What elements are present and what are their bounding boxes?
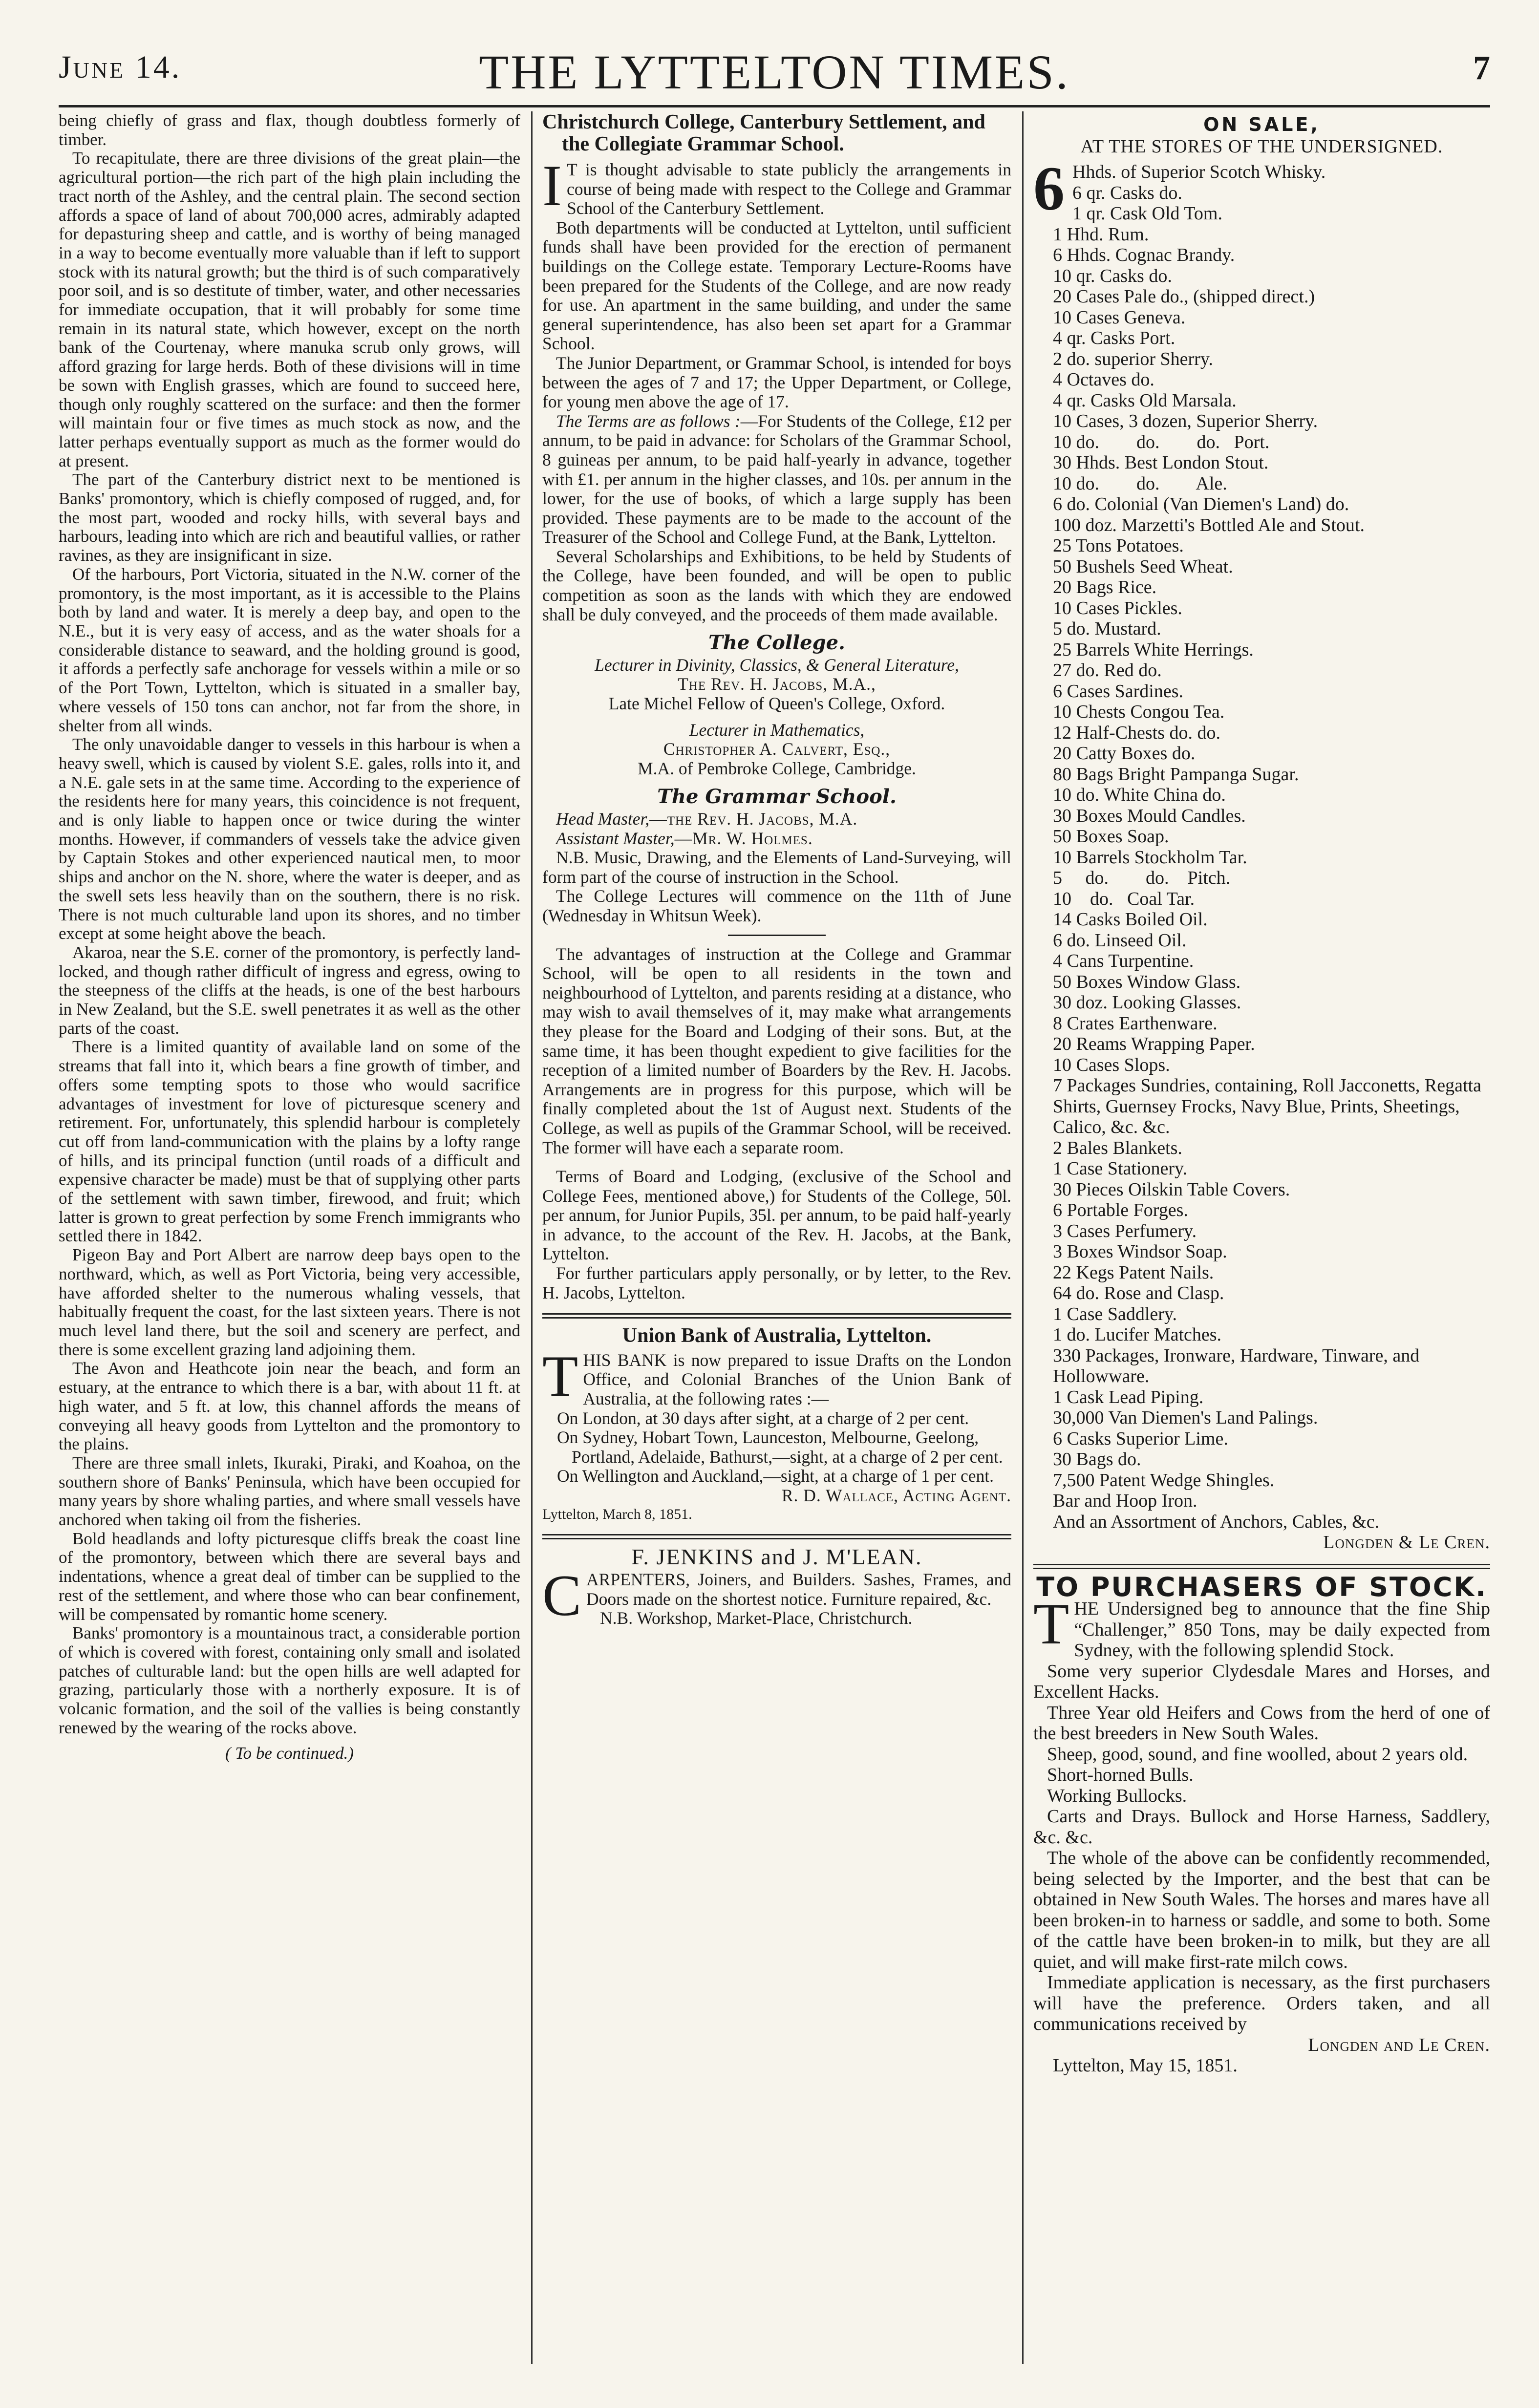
masthead-rule bbox=[59, 105, 1490, 107]
sale-item: 10 Cases Slops. bbox=[1053, 1054, 1170, 1075]
lecturer2-name: Christopher A. Calvert, Esq., bbox=[663, 739, 891, 759]
sale-item: 3 Boxes Windsor Soap. bbox=[1053, 1241, 1227, 1262]
bank-heading: Union Bank of Australia, Lyttelton. bbox=[622, 1324, 932, 1347]
lecturer1-note: Late Michel Fellow of Queen's College, Oxford. bbox=[608, 694, 945, 714]
sale-item: 6 do. Linseed Oil. bbox=[1053, 930, 1187, 951]
sale-item: 1 qr. Cask Old Tom. bbox=[1072, 203, 1222, 224]
article-paragraph: Akaroa, near the S.E. corner of the promontory, is perfectly land-locked, and though rather difficult of ingress and egress, owing to the steepness of the cliffs at the heads, is one of the best harbours in New Zealand, but the S.E. swell penetrates it as well as the other parts of the coast. bbox=[59, 942, 520, 1038]
sale-item: 30 Pieces Oilskin Table Covers. bbox=[1053, 1179, 1290, 1200]
sale-item: 4 qr. Casks Old Marsala. bbox=[1053, 390, 1237, 411]
sale-item: 10 Chests Congou Tea. bbox=[1053, 702, 1225, 722]
sale-item: 10 qr. Casks do. bbox=[1053, 265, 1172, 286]
column-rule-2 bbox=[1022, 111, 1024, 2364]
college-notice bbox=[542, 111, 1011, 1302]
lecturer2-role: Lecturer in Mathematics, bbox=[689, 720, 865, 740]
stock-paragraph: Immediate application is necessary, as the first purchasers will have the preference. Orders taken, and all communications received by bbox=[1033, 1972, 1490, 2034]
sale-item: 100 doz. Marzetti's Bottled Ale and Stout. bbox=[1053, 514, 1365, 535]
bank-dropcap: T bbox=[542, 1343, 578, 1408]
sale-item: 20 Reams Wrapping Paper. bbox=[1053, 1034, 1255, 1054]
sale-item-list-3 bbox=[1033, 1387, 1490, 1533]
bank-rate: On Sydney, Hobart Town, Launceston, Melbourne, Geelong, Portland, Adelaide, Bathurst,—sight, at a charge of 2 per cent. bbox=[557, 1428, 1003, 1467]
stock-title: TO PURCHASERS OF STOCK. bbox=[1036, 1571, 1487, 1602]
sale-item: 10 do. White China do. bbox=[1053, 785, 1226, 805]
article-paragraph: Banks' promontory is a mountainous tract, a considerable portion of which is covered with forest, containing only small and isolated patches of culturable land: but the open hills are well adapted for grazing, particularly those with a northerly exposure. It is of volcanic formation, and the soil of the vallies is being constantly renewed by the wearing of the rocks above. bbox=[59, 1623, 520, 1737]
sale-item: 30 Boxes Mould Candles. bbox=[1053, 805, 1246, 826]
sale-item: 6 do. Colonial (Van Diemen's Land) do. bbox=[1053, 494, 1349, 514]
sale-item: 5 do. Mustard. bbox=[1053, 618, 1161, 639]
sale-item: 30 Hhds. Best London Stout. bbox=[1053, 452, 1269, 473]
stock-paragraph: Sheep, good, sound, and fine woolled, about 2 years old. bbox=[1047, 1744, 1468, 1765]
article-paragraph: To recapitulate, there are three divisions of the great plain—the agricultural portion—the rich part of the high plain including the tract north of the Ashley, and the central plain. The second section affords a space of land of about 700,000 acres, admirably adapted for depasturing sheep and cattle, and is worthy of being managed in a way to become eventually more valuable than if left to support stock with its natural growth; but the third is of such comparatively poor soil, and is so destitute of timber, water, and other necessaries for immediate occupation, that it will probably for some time remain in its natural state, which however, except on the north bank of the Courtenay, where manuka scrub only grows, will afford grazing for large herds. Both of these divisions will in time be sown with English grasses, which are found to succeed here, though only roughly scattered on the surface: and then the former will maintain four or five times as much stock as now, and the latter perhaps eventually support as much as the former would do at present. bbox=[59, 149, 520, 470]
sale-item: 4 Cans Turpentine. bbox=[1053, 951, 1194, 971]
college-heading: Christchurch College, Canterbury Settlement, and the Collegiate Grammar School. bbox=[542, 111, 985, 155]
sale-item: 30 Bags do. bbox=[1053, 1449, 1141, 1470]
sale-item: 20 Catty Boxes do. bbox=[1053, 743, 1196, 764]
terms-label: The Terms are as follows : bbox=[556, 411, 741, 431]
sale-item: 14 Casks Boiled Oil. bbox=[1053, 909, 1208, 930]
sale-title: ON SALE, bbox=[1203, 114, 1320, 135]
sale-item: 10 Barrels Stockholm Tar. bbox=[1053, 847, 1247, 868]
sale-item: 8 Crates Earthenware. bbox=[1053, 1013, 1218, 1034]
stock-date: Lyttelton, May 15, 1851. bbox=[1053, 2055, 1238, 2076]
sale-item: 2 Bales Blankets. bbox=[1053, 1137, 1182, 1158]
stock-intro: HE Undersigned beg to announce that the fine Ship “Challenger,” 850 Tons, may be daily expected from Sydney, with the following splendid Stock. bbox=[1074, 1598, 1490, 1661]
separator bbox=[728, 935, 826, 936]
jenkins-notice bbox=[542, 1544, 1011, 1628]
sale-item: 6 Cases Sardines. bbox=[1053, 681, 1184, 702]
sale-item-list-2 bbox=[1033, 1138, 1490, 1345]
sale-item: 4 Octaves do. bbox=[1053, 369, 1154, 390]
stock-paragraph: Short-horned Bulls. bbox=[1047, 1765, 1194, 1785]
sale-item: 2 do. superior Sherry. bbox=[1053, 348, 1213, 369]
sale-item: 30 doz. Looking Glasses. bbox=[1053, 992, 1241, 1013]
bank-date: Lyttelton, March 8, 1851. bbox=[542, 1506, 692, 1522]
bank-rate: On Wellington and Auckland,—sight, at a charge of 1 per cent. bbox=[557, 1466, 994, 1486]
article-paragraph: There is a limited quantity of available land on some of the streams that fall into it, which bears a fine growth of timber, and offers some tempting spots to those who would sacrifice advantages of investment for love of picturesque scenery and retirement. For, unfortunately, this splendid harbour is completely cut off from land-communication with the plains by a lofty range of hills, and its principal function (until roads of a difficult and expensive character be made) must be that of supplying other parts of the settlement with sawn timber, firewood, and fruit; which latter is grown to great perfection by some French immigrants who settled there in 1842. bbox=[59, 1037, 520, 1246]
sale-item-list bbox=[1033, 183, 1490, 1076]
article-paragraph: There are three small inlets, Ikuraki, Piraki, and Koahoa, on the southern shore of Banks' Peninsula, which have been occupied for many years by shore whaling parties, and where small vessels have anchored when taking oil from the fisheries. bbox=[59, 1453, 520, 1530]
college-paragraph: For further particulars apply personally, or by letter, to the Rev. H. Jacobs, Lyttelton. bbox=[542, 1263, 1011, 1302]
continued-note: ( To be continued.) bbox=[225, 1744, 354, 1763]
jenkins-note: N.B. Workshop, Market-Place, Christchurch. bbox=[600, 1608, 913, 1628]
issue-date: June 14. bbox=[59, 49, 182, 85]
sale-item: 6 qr. Casks do. bbox=[1072, 182, 1182, 203]
head-master-label: Head Master, bbox=[556, 809, 650, 829]
sale-item: 1 Case Stationery. bbox=[1053, 1158, 1188, 1179]
separator bbox=[542, 1534, 1011, 1539]
article-paragraph: being chiefly of grass and flax, though doubtless formerly of timber. bbox=[59, 111, 520, 149]
sale-item: 1 do. Lucifer Matches. bbox=[1053, 1324, 1222, 1345]
separator bbox=[542, 1313, 1011, 1319]
sale-packages: 7 Packages Sundries, containing, Roll Jacconetts, Regatta Shirts, Guernsey Frocks, Navy Blue, Prints, Sheetings, Calico, &c. &c. bbox=[1053, 1075, 1481, 1137]
sale-signature: Longden & Le Cren. bbox=[1323, 1532, 1490, 1553]
sale-item: 10 do. Coal Tar. bbox=[1053, 888, 1195, 909]
sale-ironware: 330 Packages, Ironware, Hardware, Tinware, and Hollowware. bbox=[1053, 1345, 1420, 1386]
bank-signature: R. D. Wallace, Acting Agent. bbox=[781, 1486, 1011, 1505]
sale-item: 20 Cases Pale do., (shipped direct.) bbox=[1053, 286, 1315, 307]
lectures-commence: The College Lectures will commence on the 11th of June (Wednesday in Whitsun Week). bbox=[542, 886, 1011, 925]
sale-item: 50 Boxes Soap. bbox=[1053, 826, 1169, 847]
article-paragraph: The part of the Canterbury district next to be mentioned is Banks' promontory, which is chiefly composed of rugged, and, for the most part, wooded and rocky hills, with several bays and harbours, leading into which are rich and beautiful vallies, or rather ravines, as they are insignificant in size. bbox=[59, 470, 520, 565]
college-paragraph: Both departments will be conducted at Lyttelton, until sufficient funds shall have been provided for the erection of permanent buildings on the College estate. Temporary Lecture-Rooms have been prepared for the Students of the College, and are now ready for use. An apartment in the same building, and under the same general superintendence, has also been set apart for a Grammar School. bbox=[542, 217, 1011, 354]
stock-paragraph: The whole of the above can be confidently recommended, being selected by the Importer, and the best that can be obtained in New South Wales. The horses and mares have all been broken-in to harness or saddle, and some to both. Some of the cattle have been broken-in to milk, but they are all quiet, and will make first-rate milch cows. bbox=[1033, 1848, 1490, 1972]
sale-item: 7,500 Patent Wedge Shingles. bbox=[1053, 1470, 1275, 1491]
stock-paragraph: Carts and Drays. Bullock and Horse Harness, Saddlery, &c. &c. bbox=[1033, 1806, 1490, 1848]
sale-item: 5 do. do. Pitch. bbox=[1053, 868, 1231, 888]
sale-item: 25 Tons Potatoes. bbox=[1053, 535, 1184, 556]
college-paragraph: The advantages of instruction at the College and Grammar School, will be open to all residents in the town and neighbourhood of Lyttelton, and parents residing at a distance, who may wish to avail themselves of it, may make what arrangements they please for the Board and Lodging of their sons. But, at the same time, it has been thought expedient to give facilities for the reception of a limited number of Boarders by the Rev. H. Jacobs. Arrangements are in progress for this purpose, which will be finally completed about the 1st of August next. Students of the College, as well as pupils of the Grammar School, will be received. The former will have each a separate room. bbox=[542, 944, 1011, 1157]
college-paragraph: Several Scholarships and Exhibitions, to be held by Students of the College, have been founded, and will be open to public competition as soon as the lands with which they are endowed shall be duly conveyed, and the proceeds of them made available. bbox=[542, 546, 1011, 624]
sale-item: 64 do. Rose and Clasp. bbox=[1053, 1283, 1224, 1303]
column-3-ads bbox=[1033, 111, 1490, 2364]
head-master: —the Rev. H. Jacobs, M.A. bbox=[649, 809, 858, 829]
sale-item: 50 Boxes Window Glass. bbox=[1053, 971, 1241, 992]
sale-item: And an Assortment of Anchors, Cables, &c. bbox=[1053, 1511, 1380, 1532]
sale-item: 6 Hhds. Cognac Brandy. bbox=[1053, 245, 1235, 265]
page-number: 7 bbox=[1473, 49, 1490, 87]
sale-item: 6 Portable Forges. bbox=[1053, 1200, 1188, 1220]
stock-dropcap: T bbox=[1033, 1591, 1069, 1656]
column-2-notices bbox=[542, 111, 1011, 2364]
sale-item: 50 Bushels Seed Wheat. bbox=[1053, 556, 1233, 577]
sale-item: 30,000 Van Diemen's Land Palings. bbox=[1053, 1407, 1318, 1428]
stock-paragraph: Some very superior Clydesdale Mares and Horses, and Excellent Hacks. bbox=[1033, 1661, 1490, 1702]
bank-notice bbox=[542, 1326, 1011, 1523]
sale-item: 27 do. Red do. bbox=[1053, 660, 1162, 681]
stock-signature: Longden and Le Cren. bbox=[1308, 2034, 1490, 2055]
column-1-article bbox=[59, 111, 520, 2364]
college-subtitle: The College. bbox=[708, 631, 845, 655]
newspaper-title: THE LYTTELTON TIMES. bbox=[479, 45, 1070, 99]
article-paragraph: The only unavoidable danger to vessels in this harbour is when a heavy swell, which is caused by violent S.E. gales, rolls into it, and a N.E. gale sets in at the same time. According to the experience of the residents here for many years, this coincidence is not frequent, and is only liable to happen once or twice during the winter months. However, if commanders of vessels take the advice given by Captain Stokes and other experienced nautical men, to moor ships and anchor on the N. shore, where the water is deeper, and as the swell sets less heavily than on the southern, there is no risk. There is not much culturable land upon its shores, and no timber except at some height above the beach. bbox=[59, 735, 520, 943]
sale-item: 1 Case Saddlery. bbox=[1053, 1303, 1177, 1324]
jenkins-intro: ARPENTERS, Joiners, and Builders. Sashes, Frames, and Doors made on the shortest notice. Furniture repaired, &c. bbox=[586, 1570, 1011, 1609]
assistant-master-label: Assistant Master, bbox=[556, 828, 675, 848]
terms-text: —For Students of the College, £12 per annum, to be paid in advance: for Scholars of the Grammar School, 8 guineas per annum, to be paid half-yearly in advance, together with £1. per annum in the higher classes, and 10s. per annum in the lower, for the use of books, of which a large supply has been provided. These payments are to be made to the account of the Treasurer of the School and College Fund, at the Bank, Lyttelton. bbox=[542, 411, 1011, 547]
column-rule-1 bbox=[531, 111, 533, 2364]
sale-subtitle: AT THE STORES OF THE UNDERSIGNED. bbox=[1080, 136, 1443, 157]
sale-item: 1 Cask Lead Piping. bbox=[1053, 1386, 1204, 1407]
article-paragraph: Pigeon Bay and Port Albert are narrow deep bays open to the northward, which, as well as Port Victoria, being very accessible, have afforded shelter to the numerous whaling vessels, that habitually frequent the coast, for the last sixteen years. There is not much level land there, but the soil and scenery are perfect, and there is some excellent grazing land adjoining them. bbox=[59, 1245, 520, 1359]
sale-first-line: Hhds. of Superior Scotch Whisky. bbox=[1072, 162, 1326, 182]
stock-paragraph: Three Year old Heifers and Cows from the herd of one of the best breeders in New South Wales. bbox=[1033, 1702, 1490, 1744]
bank-intro: HIS BANK is now prepared to issue Drafts on the London Office, and Colonial Branches of the Union Bank of Australia, at the following rates :— bbox=[583, 1350, 1011, 1409]
bank-rate: On London, at 30 days after sight, at a charge of 2 per cent. bbox=[557, 1408, 969, 1428]
college-intro: T is thought advisable to state publicly the arrangements in course of being made with respect to the College and Grammar School of the Canterbury Settlement. bbox=[566, 160, 1011, 218]
separator bbox=[1033, 1564, 1490, 1569]
article-paragraph: Bold headlands and lofty picturesque cliffs break the coast line of the promontory, between which there are several bays and indentations, whence a great deal of timber can be supplied to the rest of the settlement, and where those who can bear confinement, will be compensated by romantic home scenery. bbox=[59, 1529, 520, 1624]
college-paragraph: Terms of Board and Lodging, (exclusive of the School and College Fees, mentioned above,) for Students of the College, 50l. per annum, for Junior Pupils, 35l. per annum, to be paid half-yearly in advance, to the account of the Rev. H. Jacobs, at the Bank, Lyttelton. bbox=[542, 1167, 1011, 1264]
article-paragraph: The Avon and Heathcote join near the beach, and form an estuary, at the entrance to which there is a bar, with about 11 ft. at high water, and 5 ft. at low, this channel affords the means of conveying all heavy goods from Lyttelton and the promontory to the plains. bbox=[59, 1359, 520, 1454]
sale-item: 3 Cases Perfumery. bbox=[1053, 1220, 1197, 1241]
sale-item: 12 Half-Chests do. do. bbox=[1053, 722, 1221, 743]
sale-item: 4 qr. Casks Port. bbox=[1053, 328, 1176, 348]
school-subtitle: The Grammar School. bbox=[657, 785, 897, 809]
sale-item: 10 Cases Pickles. bbox=[1053, 597, 1182, 618]
sale-item: 1 Hhd. Rum. bbox=[1053, 224, 1149, 245]
lecturer1-role: Lecturer in Divinity, Classics, & General Literature, bbox=[595, 655, 959, 675]
sale-item: 20 Bags Rice. bbox=[1053, 577, 1157, 597]
assistant-master: —Mr. W. Holmes. bbox=[674, 828, 813, 848]
sale-item: 6 Casks Superior Lime. bbox=[1053, 1428, 1228, 1449]
sale-item: Bar and Hoop Iron. bbox=[1053, 1491, 1197, 1511]
stock-paragraph: Working Bullocks. bbox=[1047, 1785, 1187, 1806]
sale-item: 10 Cases Geneva. bbox=[1053, 307, 1186, 328]
jenkins-dropcap: C bbox=[542, 1563, 582, 1628]
jenkins-heading: F. JENKINS and J. M'LEAN. bbox=[631, 1544, 922, 1569]
sale-item: 10 Cases, 3 dozen, Superior Sherry. bbox=[1053, 411, 1318, 431]
sale-big-number: 6 bbox=[1033, 154, 1065, 223]
sale-item: 22 Kegs Patent Nails. bbox=[1053, 1262, 1214, 1283]
college-paragraph: The Junior Department, or Grammar School, is intended for boys between the ages of 7 and 17; the Upper Department, or College, for young men above the age of 17. bbox=[542, 353, 1011, 412]
sale-item: 80 Bags Bright Pampanga Sugar. bbox=[1053, 764, 1299, 785]
sale-item: 25 Barrels White Herrings. bbox=[1053, 639, 1254, 660]
sale-notice bbox=[1033, 114, 1490, 1553]
masthead bbox=[59, 44, 1490, 103]
sale-item: 10 do. do. Ale. bbox=[1053, 473, 1227, 494]
college-dropcap: I bbox=[542, 153, 562, 218]
college-nb: N.B. Music, Drawing, and the Elements of Land-Surveying, will form part of the course of instruction in the School. bbox=[542, 848, 1011, 887]
sale-item: 10 do. do. do. Port. bbox=[1053, 431, 1270, 452]
lecturer2-note: M.A. of Pembroke College, Cambridge. bbox=[638, 758, 916, 778]
article-paragraph: Of the harbours, Port Victoria, situated in the N.W. corner of the promontory, is the most important, as it is accessible to the Plains both by land and water. It is merely a deep bay, and open to the N.E., but it is very easy of access, and as the water shoals for a considerable distance to seaward, and the holding ground is good, it affords a perfectly safe anchorage for vessels within a mile or so of the Port Town, Lyttelton, which is situated in a smaller bay, where vessels of 150 tons can anchor, not far from the shore, in shelter from all winds. bbox=[59, 564, 520, 735]
lecturer1-name: The Rev. H. Jacobs, M.A., bbox=[678, 674, 876, 694]
stock-notice bbox=[1033, 1571, 1490, 2076]
